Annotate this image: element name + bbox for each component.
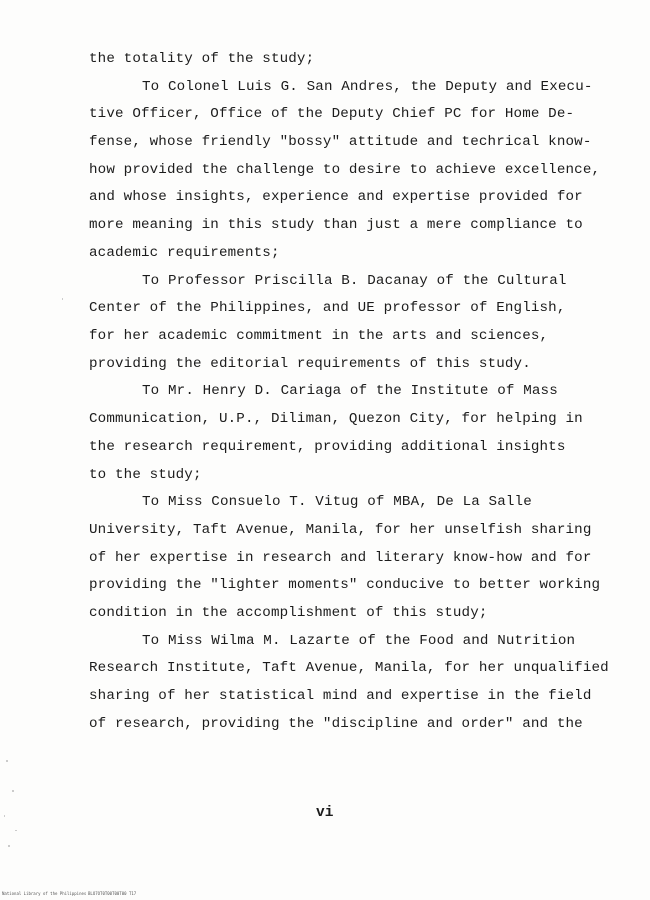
text-line: tive Officer, Office of the Deputy Chief PC for Home De- — [89, 106, 575, 122]
text-line: providing the "lighter moments" conducive to better working — [89, 577, 601, 593]
text-line: of her expertise in research and literary know-how and for — [89, 550, 592, 566]
text-line: fense, whose friendly "bossy" attitude and techrical know- — [89, 134, 592, 150]
scan-speck — [12, 790, 14, 792]
text-line: Communication, U.P., Diliman, Quezon City, for helping in — [89, 411, 583, 427]
footer-library-label: National Library of the Philippines — [2, 891, 87, 896]
text-line: to the study; — [89, 467, 202, 483]
text-line: Center of the Philippines, and UE professor of English, — [89, 300, 566, 316]
text-line: Research Institute, Taft Avenue, Manila, for her unqualified — [89, 660, 609, 676]
text-line: the research requirement, providing additional insights — [89, 439, 566, 455]
text-line: To Mr. Henry D. Cariaga of the Institute of Mass — [142, 383, 558, 399]
text-line: academic requirements; — [89, 245, 280, 261]
text-line: University, Taft Avenue, Manila, for her unselfish sharing — [89, 522, 592, 538]
footer-code-label: BLO7OT0T00T00T00 T17 — [88, 891, 137, 896]
scan-speck — [62, 298, 63, 300]
text-line: To Colonel Luis G. San Andres, the Deputy and Execu- — [142, 79, 593, 95]
scan-speck — [15, 830, 17, 831]
text-line: the totality of the study; — [89, 51, 315, 67]
scan-speck — [8, 845, 10, 847]
text-line: To Miss Consuelo T. Vitug of MBA, De La Salle — [142, 494, 532, 510]
page-number: vi — [316, 805, 334, 821]
text-line: more meaning in this study than just a mere compliance to — [89, 217, 583, 233]
text-line: condition in the accomplishment of this study; — [89, 605, 488, 621]
text-line: sharing of her statistical mind and expertise in the field — [89, 688, 592, 704]
text-line: To Miss Wilma M. Lazarte of the Food and Nutrition — [142, 633, 576, 649]
text-line: providing the editorial requirements of this study. — [89, 356, 531, 372]
text-line: and whose insights, experience and expertise provided for — [89, 189, 583, 205]
text-line: of research, providing the "discipline and order" and the — [89, 716, 583, 732]
text-line: for her academic commitment in the arts and sciences, — [89, 328, 549, 344]
text-line: To Professor Priscilla B. Dacanay of the Cultural — [142, 273, 567, 289]
text-line: how provided the challenge to desire to achieve excellence, — [89, 162, 601, 178]
scan-speck — [4, 815, 5, 817]
scan-speck — [6, 760, 8, 762]
